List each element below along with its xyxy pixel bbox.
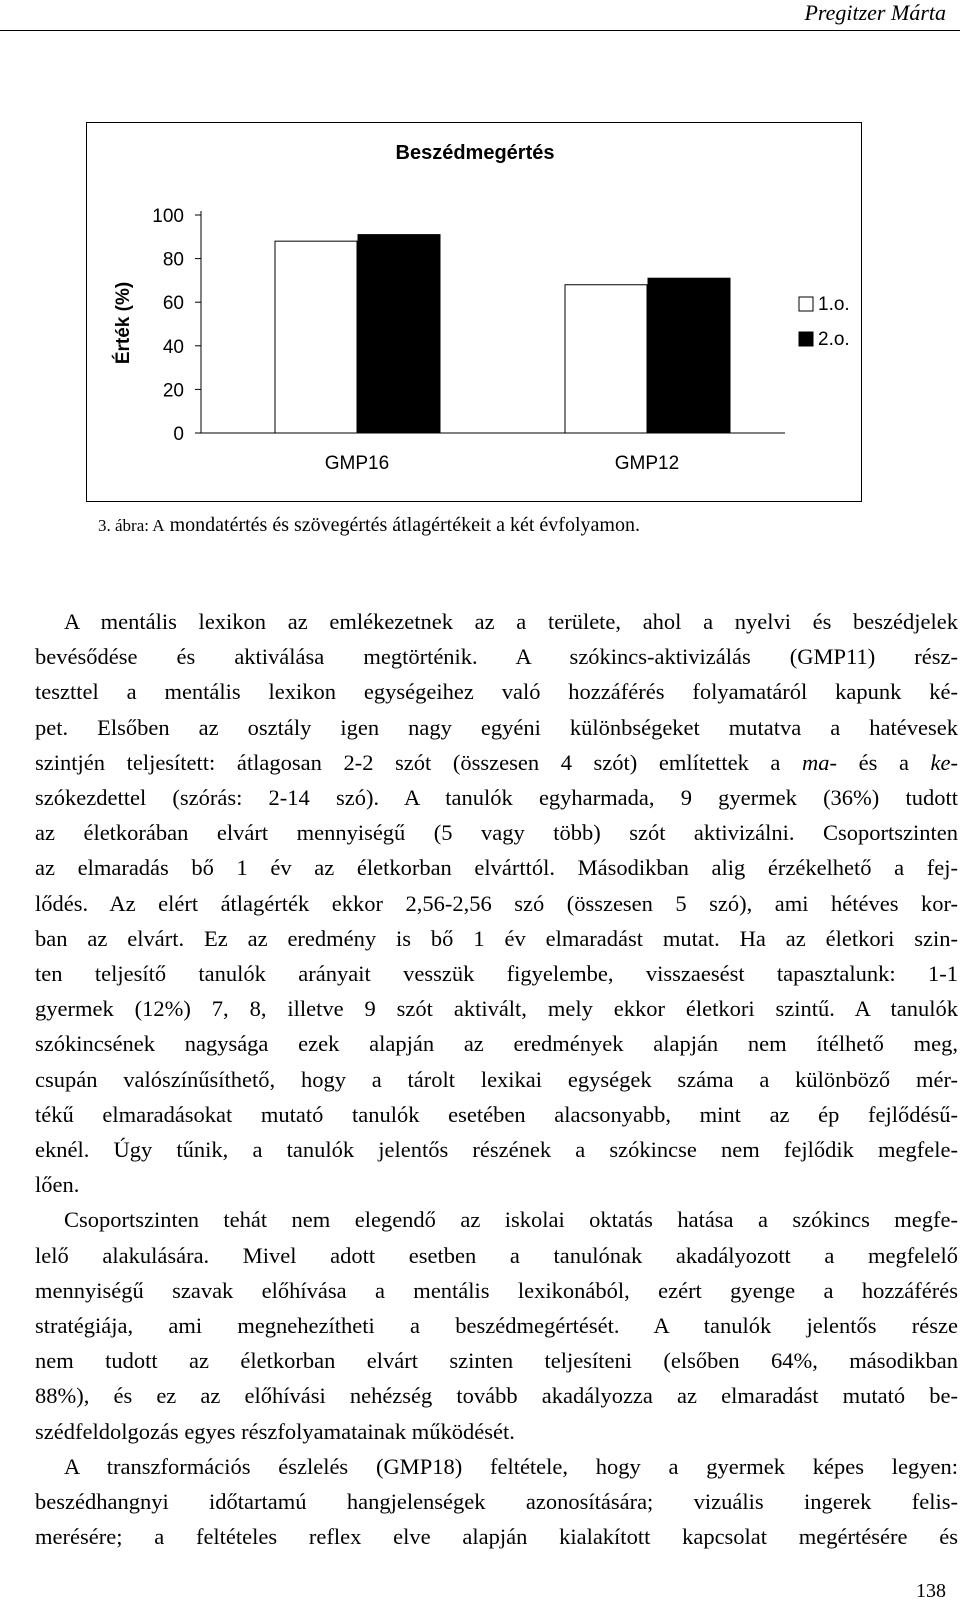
- y-tick-label: 40: [162, 336, 184, 358]
- text-segment: szintjén teljesített: átlagosan 2-2 szót (összesen 4 szót) említettek a: [35, 749, 803, 775]
- text-line: lődés. Az elért átlagérték ekkor 2,56-2,56 szó (összesen 5 szó), ami hétéves kor-: [35, 890, 958, 916]
- caption-prefix: 3. ábra: A: [98, 516, 165, 535]
- text-line: pet. Elsőben az osztály igen nagy egyéni különbségeket mutatva a hatévesek: [35, 714, 958, 740]
- text-line: lően.: [35, 1172, 80, 1198]
- text-line: mennyiségű szavak előhívása a mentális lexikonából, ezért gyenge a hozzáférés: [35, 1277, 958, 1303]
- y-tick-label: 60: [162, 293, 184, 315]
- bar-gmp12-series-2: [648, 278, 730, 433]
- bar-gmp16-series-2: [358, 235, 440, 433]
- legend-label: 2.o.: [818, 329, 850, 350]
- text-line: stratégiája, ami megnehezítheti a beszédmegértését. A tanulók jelentős része: [35, 1313, 958, 1339]
- body-text: [6, 604, 958, 1554]
- paragraph-3: [6, 1449, 958, 1555]
- legend-swatch: [799, 332, 813, 346]
- legend: [799, 294, 850, 350]
- text-line: szókincsének nagysága ezek alapján az eredmények alapján nem ítélhető meg,: [35, 1031, 958, 1057]
- text-line: A transzformációs észlelés (GMP18) feltétele, hogy a gyermek képes legyen:: [64, 1453, 958, 1479]
- text-line: tékű elmaradásokat mutató tanulók esetében alacsonyabb, mint az ép fejlődésű-: [35, 1101, 958, 1127]
- y-tick-label: 100: [152, 206, 184, 227]
- legend-label: 1.o.: [818, 294, 850, 315]
- text-line: merésére; a feltételes reflex elve alapján kialakított kapcsolat megértésére és: [35, 1524, 958, 1550]
- y-tick-label: 80: [162, 249, 184, 271]
- paragraph-2: [6, 1202, 958, 1448]
- chart-title: Beszédmegértés: [395, 142, 555, 164]
- y-tick-label: 0: [173, 424, 184, 445]
- text-line: szédfeldolgozás egyes részfolyamatainak működését.: [35, 1418, 515, 1444]
- figure-caption: [98, 514, 640, 537]
- bar-gmp12-series-1: [565, 285, 647, 433]
- x-axis-labels: [325, 453, 679, 474]
- y-axis-label: Érték (%): [113, 281, 134, 365]
- text-line: gyermek (12%) 7, 8, illetve 9 szót aktivált, mely ekkor életkori szintű. A tanulók: [35, 996, 958, 1022]
- paragraph-1: [6, 604, 958, 1202]
- header-rule: [0, 30, 960, 31]
- text-line: A mentális lexikon az emlékezetnek az a területe, ahol a nyelvi és beszédjelek: [64, 609, 958, 634]
- text-line: eknél. Úgy tűnik, a tanulók jelentős részének a szókincse nem fejlődik megfele-: [35, 1137, 958, 1163]
- text-line: szókezdettel (szórás: 2-14 szó). A tanulók egyharmada, 9 gyermek (36%) tudott: [35, 785, 958, 811]
- x-tick-label: GMP12: [614, 453, 680, 474]
- text-line: az elmaradás bő 1 év az életkorban elvárttól. Másodikban alig érzékelhető a fej-: [35, 855, 958, 881]
- bar-group: [275, 235, 730, 433]
- legend-swatch: [799, 297, 813, 311]
- text-line: ten teljesítő tanulók arányait vesszük figyelembe, visszaesést tapasztalunk: 1-1: [35, 961, 958, 987]
- bar-chart: [87, 123, 861, 501]
- y-tick-label: 20: [162, 380, 184, 402]
- text-line: beszédhangnyi időtartamú hangjelenségek azonosítására; vizuális ingerek felis-: [35, 1489, 958, 1515]
- text-line-mixed: [6, 745, 958, 780]
- text-line: bevésődése és aktiválása megtörténik. A szókincs-aktivizálás (GMP11) rész-: [35, 644, 958, 670]
- y-axis-ticks: [152, 206, 201, 445]
- chart-frame: [86, 122, 862, 502]
- italic-word: ke-: [930, 749, 958, 775]
- page-number: 138: [916, 1580, 946, 1602]
- caption-text: mondatértés és szövegértés átlagértékeit a két évfolyamon.: [169, 514, 640, 536]
- x-tick-label: GMP16: [324, 453, 390, 474]
- italic-word: ma-: [802, 749, 838, 775]
- text-line: ban az elvárt. Ez az eredmény is bő 1 év elmaradást mutat. Ha az életkori szin-: [35, 925, 958, 951]
- text-line: nem tudott az életkorban elvárt szinten teljesíteni (elsőben 64%, másodikban: [35, 1348, 958, 1374]
- text-segment: és a: [837, 749, 931, 775]
- text-line: 88%), és ez az előhívási nehézség tovább akadályozza az elmaradást mutató be-: [35, 1383, 958, 1409]
- text-line: az életkorában elvárt mennyiségű (5 vagy több) szót aktivizálni. Csoportszinten: [35, 820, 958, 846]
- running-header: Pregitzer Márta: [804, 0, 946, 25]
- text-line: lelő alakulására. Mivel adott esetben a tanulónak akadályozott a megfelelő: [35, 1242, 958, 1268]
- text-line: Csoportszinten tehát nem elegendő az iskolai oktatás hatása a szókincs megfe-: [64, 1207, 958, 1233]
- text-line: teszttel a mentális lexikon egységeihez való hozzáférés folyamatáról kapunk ké-: [35, 679, 958, 705]
- text-line: csupán valószínűsíthető, hogy a tárolt lexikai egységek száma a különböző mér-: [35, 1066, 958, 1092]
- bar-gmp16-series-1: [275, 241, 357, 433]
